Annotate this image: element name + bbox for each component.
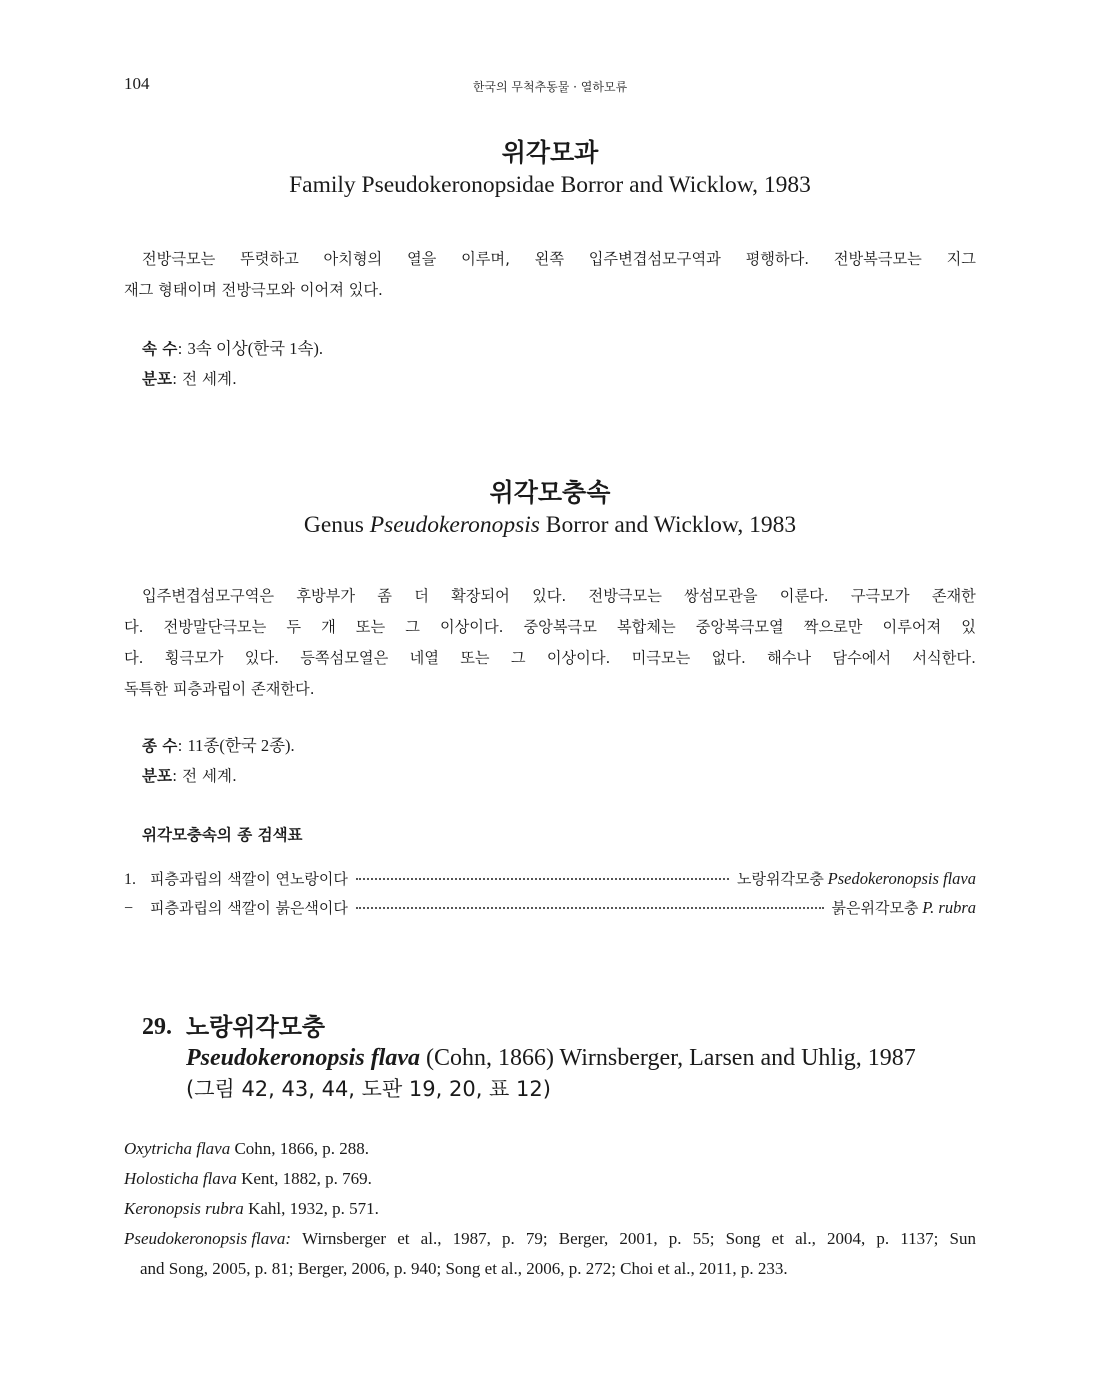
word: et <box>397 1229 410 1248</box>
word: p. <box>668 1229 682 1248</box>
genus-prefix: Genus <box>303 512 370 538</box>
text-line <box>124 275 976 306</box>
word: 이상이다. <box>546 649 611 667</box>
species-name-korean: 노랑위각모충 <box>186 1013 326 1041</box>
family-distribution-line: 분포: 전 세계. <box>142 370 237 388</box>
word: 재그 형태이며 전방극모와 이어져 있다. <box>124 281 383 299</box>
word: 짝으로만 <box>803 618 863 636</box>
word: 평행하다. <box>745 250 810 268</box>
page-number: 104 <box>124 74 150 93</box>
word: 더 <box>414 587 429 605</box>
word: 해수나 <box>767 649 812 667</box>
word: 없다. <box>711 649 746 667</box>
key-row <box>124 868 976 897</box>
running-title: 한국의 무척추동물 · 열하모류 <box>472 80 628 94</box>
word: 열을 <box>406 250 437 268</box>
word: 2001, <box>619 1229 658 1248</box>
synonym-entry <box>124 1134 976 1164</box>
word: 이상이다. <box>439 618 504 636</box>
genus-name-italic: Pseudokeronopsis <box>369 512 540 538</box>
genus-distribution-line: 분포: 전 세계. <box>142 767 237 785</box>
word: 79; <box>525 1229 548 1248</box>
species-name-scientific: Pseudokeronopsis flava <box>186 1045 420 1071</box>
text-line <box>124 643 976 674</box>
key-row-result-scientific: P. rubra <box>922 898 976 917</box>
text-line <box>124 244 976 275</box>
word: 담수에서 <box>832 649 892 667</box>
word: Berger, <box>558 1229 609 1248</box>
word: Wirnsberger <box>302 1229 387 1248</box>
word: 아치형의 <box>323 250 383 268</box>
genera-count-label: 속 수 <box>142 340 178 358</box>
leader-dots <box>356 878 729 880</box>
word: 확장되어 <box>451 587 510 605</box>
word: al., <box>795 1229 816 1248</box>
key-row-number: 1. <box>124 871 136 888</box>
genus-authority: Borror and Wicklow, 1983 <box>539 512 797 538</box>
genera-count-value: 3속 이상(한국 1속). <box>187 339 323 358</box>
genus-distribution-label: 분포 <box>142 767 172 785</box>
word: 2004, <box>827 1229 866 1248</box>
word: 뚜렷하고 <box>240 250 299 268</box>
word: 또는 <box>355 618 386 636</box>
word: 중앙복극모열 <box>695 618 784 636</box>
synonym-reference: Kent, 1882, p. 769. <box>236 1169 372 1188</box>
word: 쌍섬모관을 <box>684 587 758 605</box>
synonym-name: Keronopsis rubra <box>124 1199 244 1218</box>
genus-title-korean: 위각모충속 <box>489 478 611 507</box>
word: 왼쪽 <box>534 250 565 268</box>
synonym-name: Pseudokeronopsis flava: <box>124 1229 291 1248</box>
word: 존재한 <box>931 587 976 605</box>
word: 네열 <box>409 649 439 667</box>
word: 전방극모는 <box>142 250 216 268</box>
species-key <box>124 868 976 926</box>
word: 복합체는 <box>616 618 676 636</box>
synonym-name: Oxytricha flava <box>124 1139 231 1158</box>
genus-distribution-value: 전 세계. <box>182 767 237 785</box>
text-line <box>124 674 976 705</box>
key-row <box>124 897 976 926</box>
word: 입주변겹섬모구역과 <box>588 250 721 268</box>
family-info <box>142 334 323 394</box>
word: 중앙복극모 <box>523 618 597 636</box>
species-name-scientific-line <box>186 1043 916 1074</box>
word: Song <box>725 1229 761 1248</box>
text-line <box>124 581 976 612</box>
genus-title-english <box>124 512 976 539</box>
document-page <box>124 0 976 1400</box>
species-key-title: 위각모충속의 종 검색표 <box>142 826 303 844</box>
word: 있다. <box>532 587 567 605</box>
synonym-entry <box>124 1194 976 1224</box>
word: Sun <box>949 1229 976 1248</box>
synonym-entry-last <box>124 1224 976 1254</box>
synonym-entry-continuation: and Song, 2005, p. 81; Berger, 2006, p. 940; Song et al., 2006, p. 272; Choi et al., 2011, p. 233. <box>140 1259 788 1278</box>
word: 개 <box>321 618 336 636</box>
word: 이루며, <box>461 250 510 268</box>
leader-dots <box>356 907 824 909</box>
word: 미극모는 <box>631 649 691 667</box>
family-distribution-label: 분포 <box>142 370 172 388</box>
synonym-reference: Kahl, 1932, p. 571. <box>243 1199 379 1218</box>
species-number: 29. <box>142 1014 172 1040</box>
word: 후방부가 <box>296 587 355 605</box>
species-count-line: 종 수: 11종(한국 2종). <box>142 736 295 755</box>
synonym-reference: Cohn, 1866, p. 288. <box>230 1139 370 1158</box>
word: 전방극모는 <box>588 587 662 605</box>
family-title-english: Family Pseudokeronopsidae Borror and Wicklow, 1983 <box>289 172 811 198</box>
word: et <box>771 1229 784 1248</box>
key-row-result-korean: 노랑위각모충 <box>736 870 824 888</box>
word: 다. <box>124 618 144 636</box>
word: 55; <box>692 1229 715 1248</box>
species-authority: (Cohn, 1866) Wirnsberger, Larsen and Uhlig, 1987 <box>420 1045 916 1071</box>
text-line <box>124 612 976 643</box>
word: p. <box>876 1229 890 1248</box>
genus-info <box>142 731 295 791</box>
word: 입주변겹섬모구역은 <box>142 587 275 605</box>
family-title-korean: 위각모과 <box>501 138 599 167</box>
word: 1137; <box>900 1229 939 1248</box>
word: p. <box>501 1229 515 1248</box>
synonym-name: Holosticha flava <box>124 1169 237 1188</box>
key-row-description: 피층과립의 색깔이 연노랑이다 <box>150 870 348 888</box>
word: 구극모가 <box>850 587 910 605</box>
word: 다. <box>124 649 144 667</box>
word: 1987, <box>452 1229 491 1248</box>
word: 그 <box>510 649 526 667</box>
genera-count-line: 속 수: 3속 이상(한국 1속). <box>142 339 323 358</box>
family-distribution-value: 전 세계. <box>182 370 237 388</box>
species-figure-references: (그림 42, 43, 44, 도판 19, 20, 표 12) <box>186 1077 551 1101</box>
word: 그 <box>405 618 420 636</box>
synonymy-list <box>124 1134 976 1284</box>
word: 독특한 피층과립이 존재한다. <box>124 680 315 698</box>
word: 있다. <box>244 649 279 667</box>
word: al., <box>420 1229 442 1248</box>
word: 전방복극모는 <box>833 250 922 268</box>
word: 전방말단극모는 <box>163 618 267 636</box>
word: 두 <box>286 618 301 636</box>
key-row-number: − <box>124 900 134 917</box>
word: 있 <box>961 618 976 636</box>
word: 이룬다. <box>779 587 829 605</box>
key-row-description: 피층과립의 색깔이 붉은색이다 <box>150 899 348 917</box>
word: 등쪽섬모열은 <box>300 649 389 667</box>
word: 이루어져 <box>882 618 942 636</box>
species-count-label: 종 수 <box>142 737 178 755</box>
word: 서식한다. <box>912 649 976 667</box>
genus-description <box>124 581 976 705</box>
word: 지그 <box>946 250 976 268</box>
species-count-value: 11종(한국 2종). <box>187 736 295 755</box>
word: 또는 <box>460 649 490 667</box>
key-row-result-korean: 붉은위각모충 <box>831 899 919 917</box>
word: 좀 <box>377 587 392 605</box>
family-description <box>124 244 976 306</box>
key-row-result-scientific: Psedokeronopsis flava <box>827 869 976 888</box>
synonym-entry <box>124 1164 976 1194</box>
word: 횡극모가 <box>164 649 224 667</box>
